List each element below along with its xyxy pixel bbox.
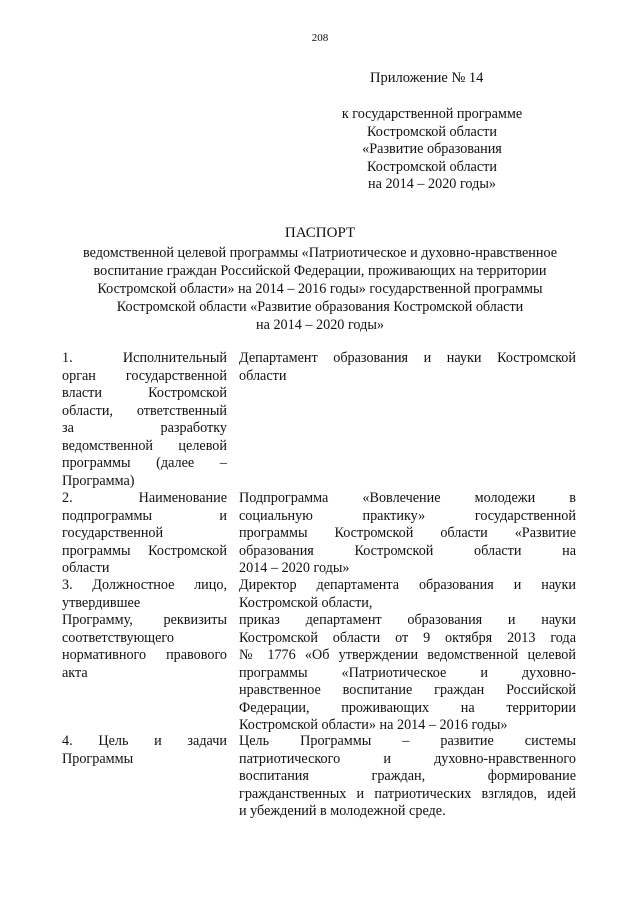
value-line: образования Костромской области на (239, 542, 576, 559)
row-label (62, 350, 227, 490)
row-value (239, 350, 576, 385)
label-line: орган государственной (62, 367, 227, 384)
document-subtitle (50, 245, 590, 335)
value-line: Костромской области, (239, 594, 373, 611)
label-line: области (62, 560, 110, 576)
value-line: патриотического и духовно-нравственного (239, 750, 576, 767)
label-line: 2. Наименование (62, 490, 227, 506)
approval-line: к государственной программе (341, 106, 523, 122)
value-line: Департамент образования и науки Костромской (239, 350, 576, 366)
row-label (62, 490, 227, 578)
label-line: области, ответственный (62, 402, 227, 419)
value-line: Подпрограмма «Вовлечение молодежи в (239, 490, 576, 506)
label-line: государственной (62, 525, 164, 541)
row-value (239, 733, 576, 821)
label-line: соответствующего (62, 629, 174, 646)
value-line: приказ департамент образования и науки (239, 612, 576, 628)
value-line: нравственное воспитание граждан Российской (239, 682, 576, 698)
subtitle-line: Костромской области «Развитие образования Костромской области (116, 299, 524, 315)
row-label (62, 733, 227, 768)
value-line: области (239, 367, 287, 384)
approval-line: на 2014 – 2020 годы» (368, 176, 496, 192)
value-line: 2014 – 2020 годы» (239, 560, 350, 576)
page-number: 208 (311, 32, 329, 44)
row-value (239, 490, 576, 578)
value-line: гражданственных и патриотических взглядов, идей (239, 785, 576, 802)
label-line: подпрограммы и (62, 507, 227, 524)
appendix-heading: Приложение № 14 (370, 70, 484, 86)
value-line: Костромской области» на 2014 – 2016 годы» (239, 717, 508, 733)
label-line: Программы (62, 750, 134, 767)
value-line: № 1776 «Об утверждении ведомственной целевой (239, 647, 576, 663)
label-line: утвердившее (62, 594, 141, 611)
value-line: программы Костромской области «Развитие (239, 525, 576, 541)
label-line: программы (далее – (62, 455, 227, 471)
value-line: программы «Патриотическое и духовно- (239, 664, 576, 681)
value-line: Цель Программы – развитие системы (239, 733, 576, 749)
value-line: воспитания граждан, формирование (239, 768, 576, 784)
approval-line: Костромской области (367, 158, 497, 175)
row-value (239, 577, 576, 735)
label-line: нормативного правового (62, 647, 227, 663)
label-line: 4. Цель и задачи (62, 733, 227, 749)
value-line: Федерации, проживающих на территории (239, 699, 576, 716)
label-line: программы Костромской (62, 542, 227, 559)
row-label (62, 577, 227, 682)
document-title: ПАСПОРТ (284, 225, 356, 241)
label-line: Программу, реквизиты (62, 612, 227, 628)
label-line: власти Костромской (62, 385, 227, 401)
subtitle-line: ведомственной целевой программы «Патриотическое и духовно-нравственное (82, 245, 558, 261)
subtitle-line: Костромской области» на 2014 – 2016 годы» государственной программы (97, 281, 543, 297)
label-line: 1. Исполнительный (62, 350, 227, 366)
subtitle-line: на 2014 – 2020 годы» (256, 317, 384, 333)
approval-line: Костромской области (367, 123, 497, 140)
value-line: Костромской области от 9 октября 2013 года (239, 629, 576, 646)
label-line: за разработку (62, 420, 227, 436)
approval-line: «Развитие образования (362, 141, 502, 157)
label-line: акта (62, 664, 88, 681)
label-line: ведомственной целевой (62, 437, 227, 454)
value-line: Директор департамента образования и науки (239, 577, 576, 593)
value-line: и убеждений в молодежной среде. (239, 803, 446, 819)
subtitle-line: воспитание граждан Российской Федерации, проживающих на территории (93, 263, 547, 279)
label-line: Программа) (62, 472, 135, 489)
value-line: социальную практику» государственной (239, 507, 576, 524)
label-line: 3. Должностное лицо, (62, 577, 227, 593)
approval-block (322, 106, 542, 194)
